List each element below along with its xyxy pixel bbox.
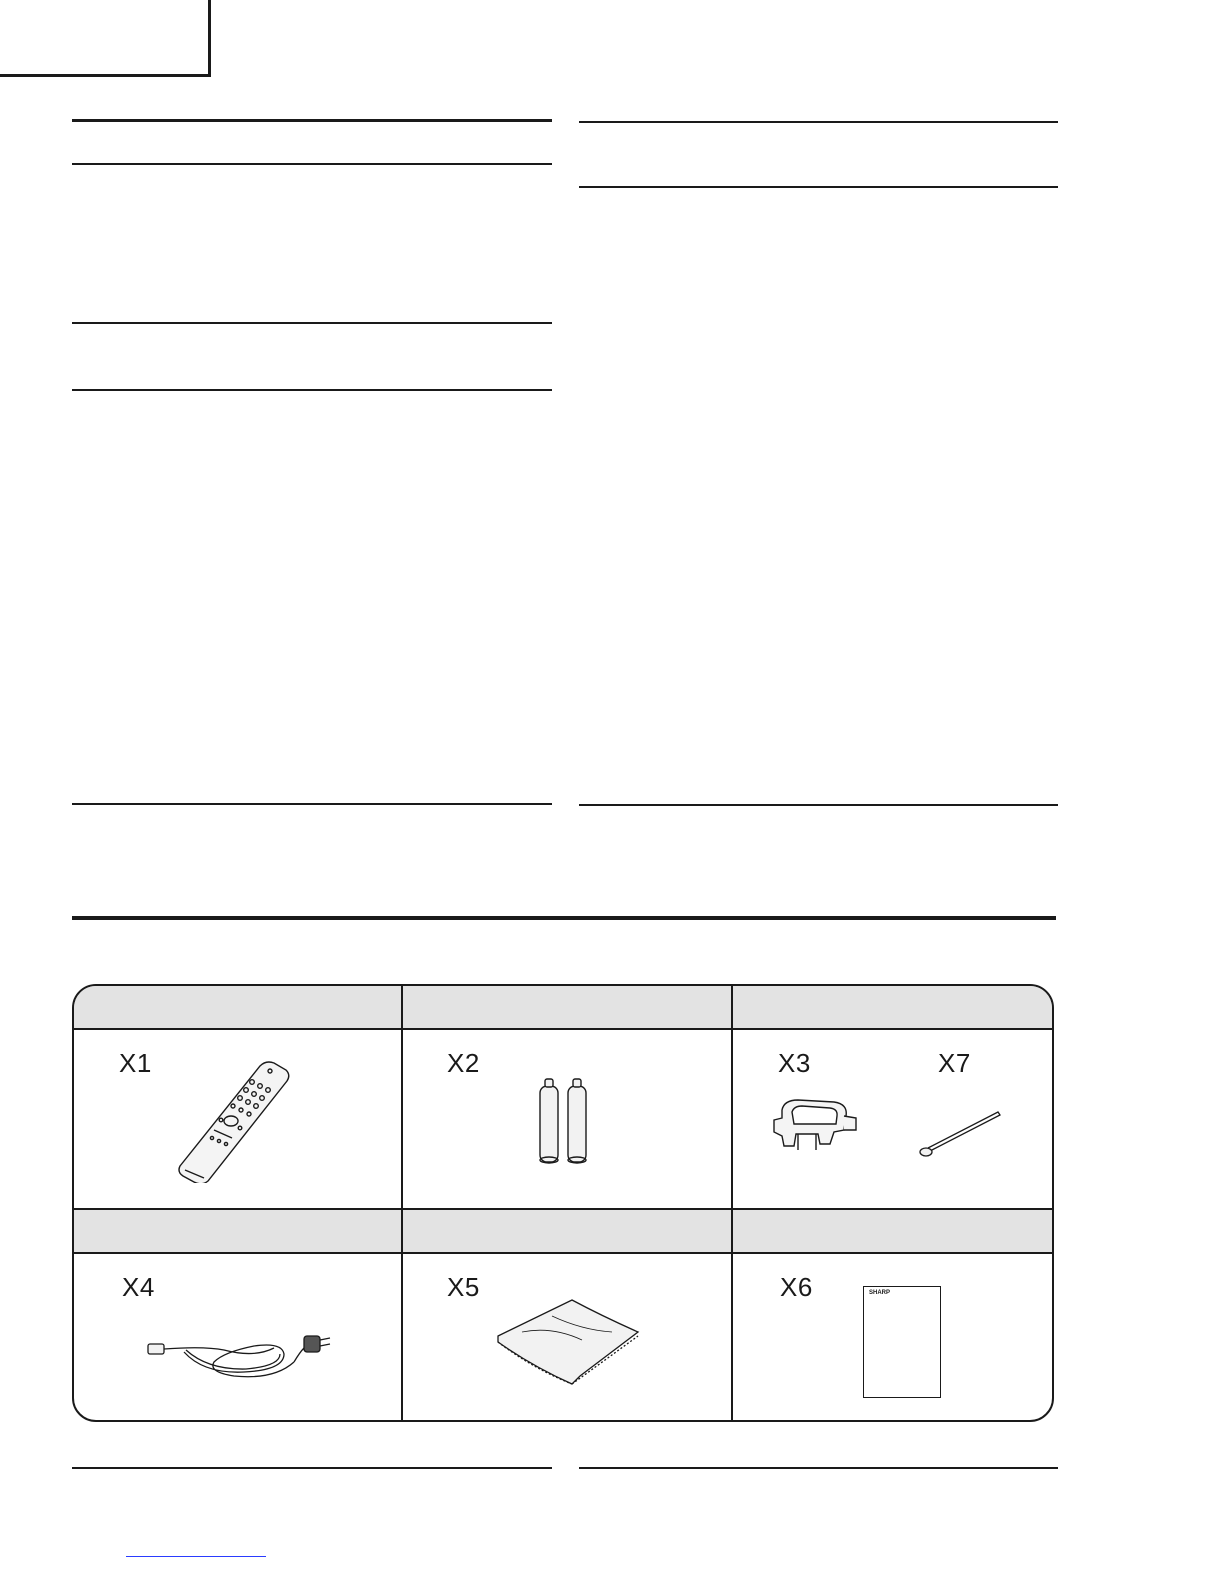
battery-icon: [534, 1074, 594, 1168]
qty-ac-cord: X4: [122, 1272, 155, 1302]
power-cord-icon: [144, 1332, 334, 1382]
right-section-rule-3: [579, 804, 1058, 806]
header-cell-cord: [74, 1208, 402, 1254]
header-cell-batteries: [402, 986, 732, 1030]
table-divider-2: [731, 986, 733, 1420]
qty-cleaning-cloth: X5: [447, 1272, 480, 1302]
manual-icon: [863, 1286, 941, 1398]
table-divider-1: [401, 986, 403, 1420]
page-corner-tab: [0, 0, 211, 77]
footer-link-underline[interactable]: [126, 1556, 266, 1557]
manual-logo: SHARP: [869, 1290, 891, 1296]
left-section-rule-5: [72, 803, 552, 805]
bottom-left-rule: [72, 1467, 552, 1469]
right-section-rule-1: [579, 121, 1058, 123]
header-cell-remote: [74, 986, 402, 1030]
accessories-table: [72, 984, 1054, 1422]
left-section-rule-2: [72, 163, 552, 165]
qty-cable-tie: X7: [938, 1048, 971, 1078]
right-section-rule-2: [579, 186, 1058, 188]
qty-operation-manual: X6: [780, 1272, 813, 1302]
accessories-section-rule: [72, 916, 1056, 920]
left-section-rule-1: [72, 119, 552, 122]
qty-remote-control: X1: [119, 1048, 152, 1078]
cable-tie-icon: [916, 1106, 1002, 1162]
bottom-right-rule: [579, 1467, 1058, 1469]
header-cell-cloth: [402, 1208, 732, 1254]
qty-cable-clamp: X3: [778, 1048, 811, 1078]
header-cell-clamp: [732, 986, 1054, 1030]
header-cell-manual: [732, 1208, 1054, 1254]
remote-control-icon: [174, 1058, 294, 1183]
cable-clamp-icon: [768, 1096, 860, 1158]
qty-batteries: X2: [447, 1048, 480, 1078]
left-section-rule-4: [72, 389, 552, 391]
left-section-rule-3: [72, 322, 552, 324]
cloth-icon: [492, 1296, 644, 1390]
